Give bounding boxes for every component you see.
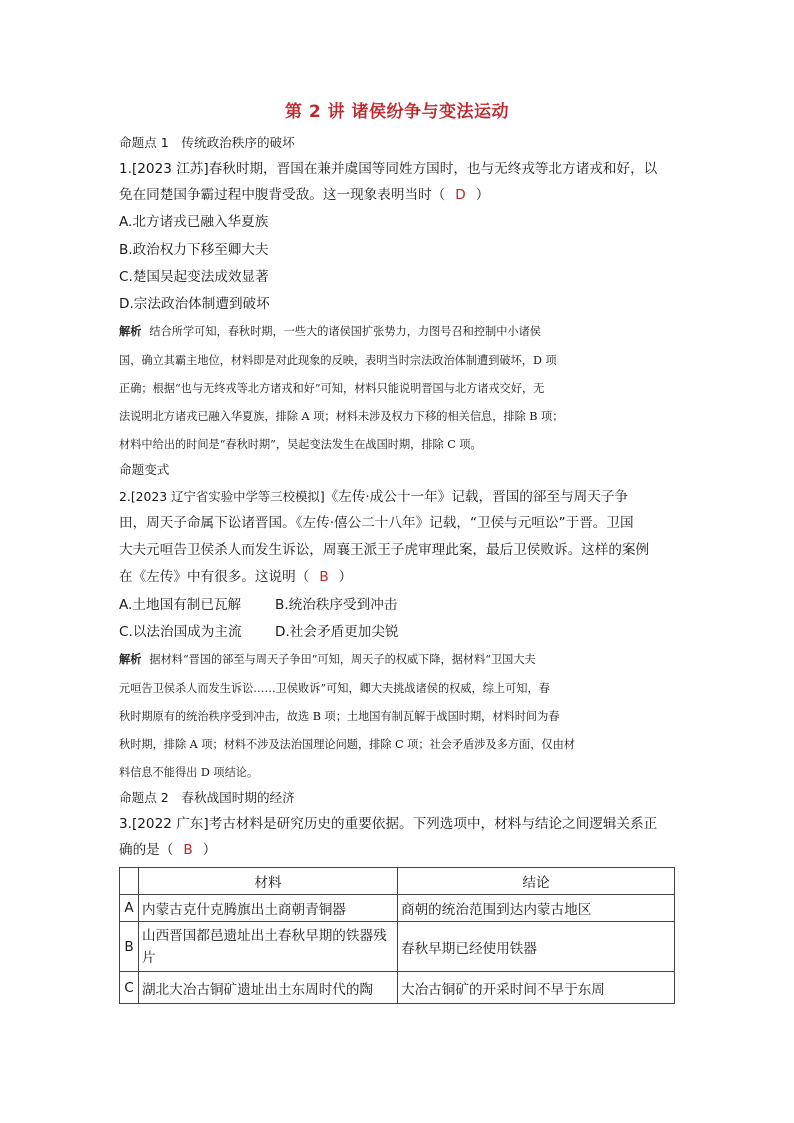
q2-answer: B — [319, 569, 329, 585]
row-letter: B — [120, 922, 139, 972]
q1-option-c: C.楚国吴起变法成效显著 — [119, 269, 269, 285]
q1-explanation-label: 解析 — [119, 325, 142, 338]
q2-line-4: 在《左传》中有很多。这说明（ B ） — [119, 569, 353, 585]
q1-option-a: A.北方诸戎已融入华夏族 — [119, 214, 269, 230]
q2-explanation-line-4: 秋时期，排除 A 项；材料不涉及法治国理论问题，排除 C 项；社会矛盾涉及多方面，仅由材 — [119, 738, 575, 751]
table-row — [120, 895, 675, 922]
q2-options-row-1 — [119, 596, 679, 614]
table-header-letter — [120, 868, 139, 895]
row-material: 山西晋国都邑遗址出土春秋早期的铁器残片 — [139, 922, 398, 972]
q2-explanation-line-1: 解析 据材料“晋国的郤至与周天子争田”可知，周天子的权威下降，据材料“卫国大夫 — [119, 653, 536, 666]
q1-source: 1.[2023 江苏] — [119, 161, 209, 177]
table-row — [120, 922, 675, 972]
q2-explanation-line-3: 秋时期原有的统治秩序受到冲击，故选 B 项；土地国有制瓦解于战国时期，材料时间为春 — [119, 710, 560, 723]
q3-line-2: 确的是（ B ） — [119, 842, 217, 858]
q1-line-1: 1.[2023 江苏]春秋时期，晋国在兼并虞国等同姓方国时，也与无终戎等北方诸戎和好，以 — [119, 161, 658, 177]
table-header-conclusion: 结论 — [398, 868, 675, 895]
q1-explanation-line-1: 解析 结合所学可知，春秋时期，一些大的诸侯国扩张势力，力图号召和控制中小诸侯 — [119, 325, 541, 338]
q2-line-1: 2.[2023 辽宁省实验中学等三校模拟]《左传·成公十一年》记载，晋国的郤至与周天子争 — [119, 489, 629, 505]
topic-heading-2: 命题点 2 春秋战国时期的经济 — [119, 790, 295, 805]
q1-line-2: 免在同楚国争霸过程中腹背受敌。这一现象表明当时（ D ） — [119, 187, 490, 203]
q1-explanation-line-2: 国，确立其霸主地位，材料即是对此现象的反映，表明当时宗法政治体制遭到破坏，D 项 — [119, 354, 557, 367]
variant-heading: 命题变式 — [119, 462, 170, 477]
lesson-title: 第 2 讲 诸侯纷争与变法运动 — [284, 102, 510, 122]
q2-explanation-label: 解析 — [119, 653, 142, 666]
q3-answer: B — [183, 842, 193, 858]
q1-explanation-line-4: 法说明北方诸戎已融入华夏族，排除 A 项；材料未涉及权力下移的相关信息，排除 B 项； — [119, 410, 564, 423]
table-header-row — [120, 868, 675, 895]
q2-option-c: C.以法治国成为主流 — [119, 624, 242, 640]
q1-option-d: D.宗法政治体制遭到破坏 — [119, 296, 270, 312]
q3-source: 3.[2022 广东] — [119, 816, 209, 832]
q3-table — [119, 867, 675, 1004]
q2-line-3: 大夫元咺告卫侯杀人而发生诉讼，周襄王派王子虎审理此案，最后卫侯败诉。这样的案例 — [119, 542, 650, 558]
q2-explanation-line-2: 元咺告卫侯杀人而发生诉讼……卫侯败诉”可知，卿大夫挑战诸侯的权威，综上可知，春 — [119, 682, 550, 695]
q2-options-row-2 — [119, 623, 679, 641]
q1-explanation-line-5: 材料中给出的时间是“春秋时期”，吴起变法发生在战国时期，排除 C 项。 — [119, 438, 482, 451]
row-material: 内蒙古克什克腾旗出土商朝青铜器 — [139, 895, 398, 922]
q2-option-a: A.土地国有制已瓦解 — [119, 597, 242, 613]
table-row — [120, 972, 675, 1004]
row-conclusion: 商朝的统治范围到达内蒙古地区 — [398, 895, 675, 922]
q2-explanation-line-5: 料信息不能得出 D 项结论。 — [119, 766, 259, 779]
row-conclusion: 大冶古铜矿的开采时间不早于东周 — [398, 972, 675, 1004]
table-header-material: 材料 — [139, 868, 398, 895]
q2-option-b: B.统治秩序受到冲击 — [275, 597, 398, 613]
row-conclusion: 春秋早期已经使用铁器 — [398, 922, 675, 972]
q3-line-1: 3.[2022 广东]考古材料是研究历史的重要依据。下列选项中，材料与结论之间逻辑关系正 — [119, 816, 658, 832]
q2-source: 2.[2023 辽宁省实验中学等三校模拟] — [119, 489, 325, 504]
q2-option-d: D.社会矛盾更加尖锐 — [275, 624, 399, 640]
q1-answer: D — [455, 187, 466, 203]
q2-line-2: 田，周天子命属下讼诸晋国。《左传·僖公二十八年》记载，“卫侯与元咺讼”于晋。卫国 — [119, 515, 634, 531]
row-material: 湖北大冶古铜矿遗址出土东周时代的陶 — [139, 972, 398, 1004]
q1-explanation-line-3: 正确；根据“也与无终戎等北方诸戎和好”可知，材料只能说明晋国与北方诸戎交好，无 — [119, 382, 545, 395]
row-letter: A — [120, 895, 139, 922]
topic-heading-1: 命题点 1 传统政治秩序的破坏 — [119, 135, 295, 150]
row-letter: C — [120, 972, 139, 1004]
q1-option-b: B.政治权力下移至卿大夫 — [119, 242, 269, 258]
